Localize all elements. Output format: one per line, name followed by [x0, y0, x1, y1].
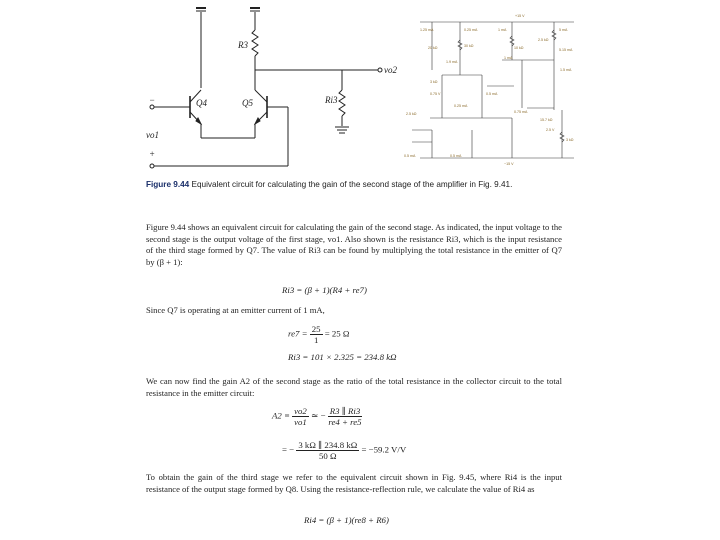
ref-annotation: 3 kΩ	[566, 138, 574, 142]
textbook-page	[142, 0, 584, 540]
ref-annotation: 5 mA	[559, 28, 568, 32]
ref-annotation: 3 kΩ	[430, 80, 438, 84]
ref-annotation: 0.5 mA	[486, 92, 498, 96]
ref-annotation: 1.25 mA	[420, 28, 434, 32]
ref-annotation: 2.5 V	[546, 128, 555, 132]
equation-a2-value	[282, 440, 406, 461]
reference-amplifier-schematic	[142, 0, 584, 190]
equation-a2-value-numerator: 3 kΩ ∥ 234.8 kΩ	[298, 440, 358, 450]
equation-a2-fraction-2	[328, 406, 362, 427]
equation-a2	[272, 406, 362, 427]
equation-re7-fraction	[310, 324, 323, 345]
plus-label: +	[149, 149, 156, 159]
equation-re7-numerator: 25	[311, 324, 321, 334]
equation-re7	[288, 324, 349, 345]
equation-re7-denominator: 1	[313, 335, 319, 345]
equation-a2-value-prefix: = −	[282, 444, 295, 455]
equation-re7-lhs: re7 =	[288, 328, 308, 339]
ref-annotation: 15.7 kΩ	[540, 118, 553, 122]
equation-a2-value-rhs: = −59.2 V/V	[361, 444, 407, 455]
paragraph-1: Figure 9.44 shows an equivalent circuit for calculating the gain of the second stage. As indicated, the input voltage to the second stage is the output voltage of the first stage, vo1. Also shown is the resistance Ri3, which is the input resistance of the third stage formed by Q7. The value of Ri3 can be found by multiplying the total resistance in the emitter of Q7 by (β + 1):	[146, 222, 562, 267]
equation-a2-f1-denominator: vo1	[294, 417, 307, 427]
r3-label: R3	[238, 40, 248, 50]
equation-ri4: Ri4 = (β + 1)(re8 + R6)	[304, 515, 389, 525]
ref-annotation: 0.75 mA	[514, 110, 528, 114]
equation-a2-f2-numerator: R3 ∥ Ri3	[329, 406, 361, 416]
ref-annotation: −15 V	[504, 162, 514, 166]
ref-annotation: 10 kΩ	[514, 46, 524, 50]
equation-a2-value-fraction	[296, 440, 359, 461]
minus-label: −	[149, 95, 156, 105]
paragraph-2: Since Q7 is operating at an emitter current of 1 mA,	[146, 305, 325, 315]
q5-label: Q5	[242, 98, 253, 108]
paragraph-3: We can now find the gain A2 of the second stage as the ratio of the total resistance in the collector circuit to the total resistance in the emitter circuit:	[146, 376, 562, 398]
ref-annotation: 1.5 mA	[560, 68, 572, 72]
figure-caption-label: Figure 9.44	[146, 180, 190, 189]
equation-re7-rhs: = 25 Ω	[324, 328, 350, 339]
ref-annotation: 1 mA	[498, 28, 507, 32]
figure-caption-text: Equivalent circuit for calculating the gain of the second stage of the amplifier in Fig. 9.41.	[191, 180, 513, 189]
ref-annotation: 0.75 V	[430, 92, 441, 96]
equation-a2-f1-numerator: vo2	[294, 406, 307, 416]
ri3-label: Ri3	[325, 95, 338, 105]
ref-annotation: 0.25 mA	[454, 104, 468, 108]
ref-annotation: 5.15 mA	[559, 48, 573, 52]
ref-annotation: 1.9 mA	[446, 60, 458, 64]
ref-annotation: 2.5 kΩ	[538, 38, 549, 42]
ref-annotation: 20 kΩ	[428, 46, 438, 50]
equation-a2-lhs: A2 ≡	[272, 410, 290, 421]
vo1-label: vo1	[146, 130, 159, 140]
q4-label: Q4	[196, 98, 207, 108]
figure-caption	[146, 180, 512, 189]
equation-ri3: Ri3 = (β + 1)(R4 + re7)	[282, 285, 367, 295]
ref-annotation: +15 V	[515, 14, 525, 18]
ref-annotation: 2.5 kΩ	[406, 112, 417, 116]
ref-annotation: 0.25 mA	[464, 28, 478, 32]
equation-ri3-value: Ri3 = 101 × 2.325 = 234.8 kΩ	[288, 352, 397, 362]
ref-annotation: 0.5 mA	[404, 154, 416, 158]
ref-annotation: 30 kΩ	[464, 44, 474, 48]
equation-a2-f2-denominator: re4 + re5	[328, 417, 362, 427]
equation-a2-value-denominator: 50 Ω	[319, 451, 337, 461]
paragraph-4: To obtain the gain of the third stage we refer to the equivalent circuit shown in Fig. 9.45, where Ri4 is the input resistance of the output stage formed by Q8. Using the resistance-reflection rule, we calculate the value of Ri4 as	[146, 472, 562, 494]
equation-a2-mid: ≃ −	[311, 410, 326, 421]
ref-annotation: 0.5 mA	[450, 154, 462, 158]
ref-annotation: 1 mA	[504, 56, 513, 60]
vo2-label: vo2	[384, 65, 397, 75]
equation-a2-fraction-1	[292, 406, 309, 427]
